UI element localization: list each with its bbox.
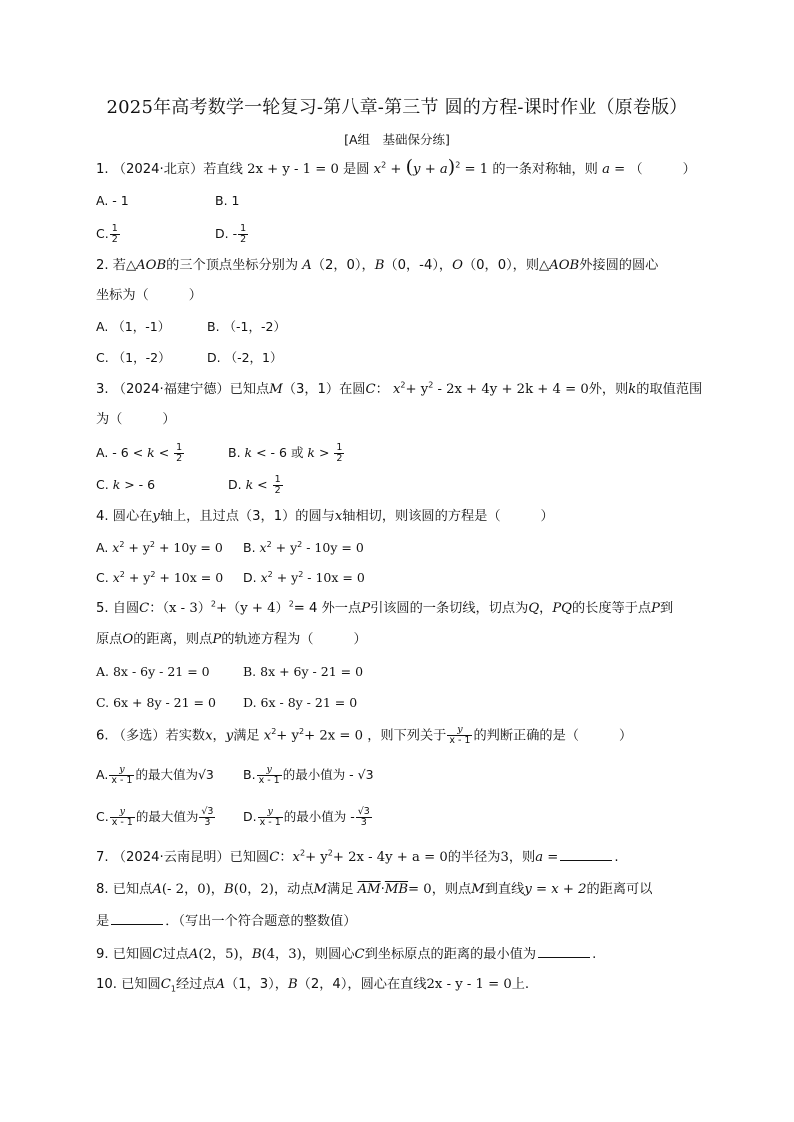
question-4: 4. 圆心在y轴上，且过点（3，1）的圆与x轴相切，则该圆的方程是（ ） — [96, 509, 554, 524]
question-2: 2. 若△AOB的三个顶点坐标分别为 A（2，0），B（0，-4），O（0，0），则△AOB外接圆的圆心 — [96, 258, 659, 273]
answer-blank[interactable] — [111, 910, 163, 925]
question-8-line2: 是 ．（写出一个符合题意的整数值） — [96, 910, 356, 932]
q6-option-c: C. $\frac{y}{x - 1}$ 的最大值为 $\frac{√3}{3}$ — [96, 806, 214, 828]
group-label: [A组 基础保分练] — [344, 132, 450, 147]
q5-option-c: C. 6x + 8y - 21 = 0 — [96, 695, 216, 710]
question-8: 8. 已知点A(- 2，0)，B(0，2)，动点M满足 $\overline{AM}\cdot\overline{MB}= 0$，则点M到直线y = x + 2的距离可以 — [96, 882, 653, 897]
question-6: 6. （多选）若实数x，y满足 $x^2+ y^2+ 2x = 0$ ，则下列关于 $\frac{y}{x - 1}$ 的判断正确的是（ ） — [96, 724, 633, 746]
question-9: 9. 已知圆C过点A(2，5)，B(4，3)，则圆心C到坐标原点的距离的最小值为 . — [96, 943, 596, 965]
q1-option-a: A. - 1 — [96, 193, 129, 208]
question-10: 10. 已知圆$C_1$经过点A（1，3），B（2，4），圆心在直线2x - y - 1 = 0上. — [96, 977, 530, 994]
q1-option-c: C. $\frac{1}{2}$ — [96, 223, 118, 245]
q5-option-b: B. 8x + 6y - 21 = 0 — [243, 664, 364, 679]
answer-blank[interactable] — [538, 943, 590, 958]
q3-option-d: D. k < $\frac{1}{2}$ — [228, 474, 281, 496]
question-7: 7. （2024·云南昆明）已知圆C：$x^2+ y^2+ 2x - 4y + a = 0$的半径为3，则a = . — [96, 846, 619, 868]
q1-option-d: D. - $\frac{1}{2}$ — [215, 223, 247, 245]
question-5: 5. 自圆C：$(x - 3)^2+(y + 4)^2= 4$ 外一点P引该圆的一条切线，切点为Q，PQ的长度等于点P到 — [96, 599, 674, 616]
answer-blank[interactable] — [560, 846, 612, 861]
page-title: 2025年高考数学一轮复习-第八章-第三节 圆的方程-课时作业（原卷版） — [106, 97, 688, 118]
q3-option-c: C. k > - 6 — [96, 477, 156, 492]
q2-option-a: A. （1，-1） — [96, 319, 171, 334]
q3-option-a: A. - 6 < k < $\frac{1}{2}$ — [96, 442, 183, 464]
q4-option-c: C. $x^2 + y^2 + 10x = 0$ — [96, 569, 224, 585]
q6-option-d: D. $\frac{y}{x - 1}$ 的最小值为 - $\frac{√3}{3}$ — [243, 806, 370, 828]
q2-option-b: B. （-1，-2） — [207, 319, 286, 334]
q6-option-b: B. $\frac{y}{x - 1}$ 的最小值为 - √3 — [243, 764, 374, 786]
question-3: 3. （2024·福建宁德）已知点M（3，1）在圆C： $x^2+ y^2 - 2x + 4y + 2k + 4 = 0$外，则k的取值范围 — [96, 380, 703, 397]
q5-option-a: A. 8x - 6y - 21 = 0 — [96, 664, 210, 679]
q4-option-b: B. $x^2 + y^2 - 10y = 0$ — [243, 539, 364, 555]
question-2-line2: 坐标为（ ） — [96, 288, 202, 303]
q4-option-d: D. $x^2 + y^2 - 10x = 0$ — [243, 569, 365, 585]
q5-option-d: D. 6x - 8y - 21 = 0 — [243, 695, 358, 710]
q2-option-c: C. （1，-2） — [96, 350, 171, 365]
q2-option-d: D. （-2，1） — [207, 350, 283, 365]
q4-option-a: A. $x^2 + y^2 + 10y = 0$ — [96, 539, 223, 555]
question-1: 1. （2024·北京）若直线 2x + y - 1 = 0 是圆 $x^2 + (y + a)^2 = 1$ 的一条对称轴，则 a = （ ） — [96, 156, 696, 178]
q6-option-a: A. $\frac{y}{x - 1}$ 的最大值为√3 — [96, 764, 214, 786]
question-3-line2: 为（ ） — [96, 412, 176, 427]
q1-option-b: B. 1 — [215, 193, 240, 208]
question-5-line2: 原点O的距离，则点P的轨迹方程为（ ） — [96, 632, 367, 647]
q3-option-b: B. k < - 6 或 k > $\frac{1}{2}$ — [228, 442, 343, 464]
